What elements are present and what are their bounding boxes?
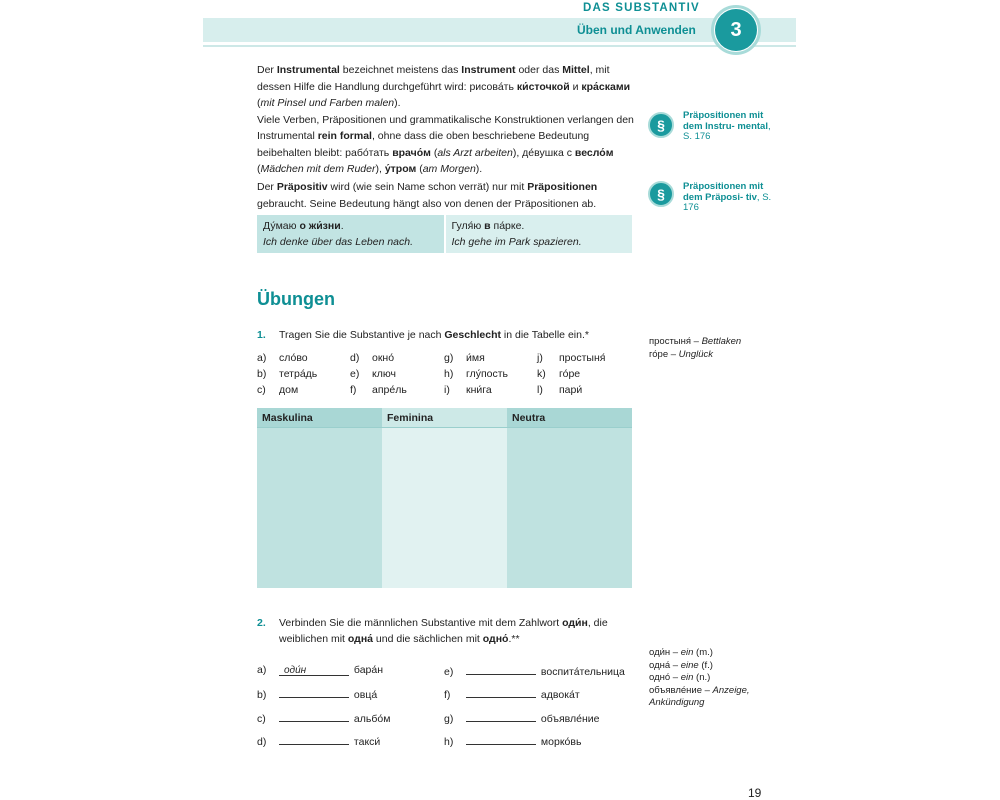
gloss-item: одна́ – eine (f.) [649, 659, 713, 671]
gloss-exercise-1 [649, 336, 741, 361]
neutra-header: Neutra [507, 408, 632, 428]
word-list-col-4 [537, 350, 605, 398]
answer-blank[interactable]: оди́н [279, 664, 349, 676]
answer-blank[interactable] [466, 663, 536, 675]
side-note-instrumental[interactable]: Präpositionen mit dem Instru- mental, S. 176 [683, 110, 771, 142]
fill-item: a) оди́н бара́н [257, 664, 384, 676]
paragraph-instrumental: Der Instrumental bezeichnet meistens das Instrument oder das Mittel, mit dessen Hilfe die Handlung durchgeführt wird: рисова́ть ки́сточкой и кра́сками (mit Pinsel und Farben malen). Viele Verben, Präpositionen und grammatikalische Konstruktionen verlangen den Instrumental rein formal, ohne dass die oben beschriebene Bedeutung beibehalten bleibt: рабо́тать врачо́м (als Arzt arbeiten), де́вушка с весло́м (Mädchen mit dem Ruder), у́тром (am Morgen). [257, 64, 634, 175]
list-item: l) пари́ [537, 384, 583, 396]
gloss-exercise-2 [649, 647, 764, 710]
list-item: f) апре́ль [350, 384, 407, 396]
section-title: DAS SUBSTANTIV [583, 2, 700, 14]
exercises-heading: Übungen [257, 289, 335, 309]
answer-blank[interactable] [466, 733, 536, 745]
chapter-badge: 3 [715, 9, 757, 51]
list-item: b) тетра́дь [257, 368, 318, 380]
gloss-item: оди́н – ein (m.) [649, 647, 713, 658]
paragraph-praepositiv: Der Präpositiv wird (wie sein Name schon verrät) nur mit Präpositionen gebraucht. Seine Bedeutung hängt also von denen der Präpositionen ab. [257, 181, 598, 210]
example-table [257, 215, 632, 253]
fill-item: e) воспита́тельница [444, 663, 625, 679]
list-item: a) сло́во [257, 352, 308, 364]
example-cell-right: Гуля́ю в па́рке. Ich gehe im Park spazieren. [446, 215, 633, 253]
exercise-2-number: 2. [257, 617, 266, 629]
list-item: d) окно́ [350, 352, 395, 364]
gender-table [257, 408, 632, 588]
answer-blank[interactable] [466, 710, 536, 722]
fill-item: d) такси́ [257, 733, 380, 749]
maskulina-header: Maskulina [257, 408, 382, 428]
header-rule [203, 45, 796, 47]
feminina-header: Feminina [382, 408, 507, 428]
list-item: i) кни́га [444, 384, 492, 396]
exercise-1-number: 1. [257, 329, 266, 341]
fill-item: b) овца́ [257, 686, 377, 702]
answer-blank[interactable] [466, 686, 536, 698]
paragraph-icon: § [648, 112, 674, 138]
exercise-1-instruction: Tragen Sie die Substantive je nach Geschlecht in die Tabelle ein.* [279, 329, 589, 341]
side-note-praepositiv[interactable]: Präpositionen mit dem Präposi- tiv, S. 176 [683, 181, 772, 213]
example-cell-left: Ду́маю о жи́зни. Ich denke über das Leben nach. [257, 215, 444, 253]
list-item: e) ключ [350, 368, 396, 380]
header-band [203, 18, 796, 42]
gloss-item: го́ре – Unglück [649, 348, 713, 360]
word-list-col-1 [257, 350, 317, 398]
list-item: c) дом [257, 384, 299, 396]
list-item: g) и́мя [444, 352, 485, 364]
maskulina-column[interactable] [257, 408, 382, 588]
paragraph-icon: § [648, 181, 674, 207]
page-number: 19 [748, 786, 762, 800]
list-item: k) го́ре [537, 368, 581, 380]
word-list-col-3 [444, 350, 508, 398]
answer-blank[interactable] [279, 686, 349, 698]
gloss-item: одно́ – ein (n.) [649, 672, 711, 683]
word-list-col-2 [350, 350, 407, 398]
fill-item: f) адвока́т [444, 686, 580, 702]
exercise-2-instruction: Verbinden Sie die männlichen Substantive mit dem Zahlwort оди́н, die weiblichen mit одна́ und die sächlichen mit одно́.** [279, 617, 608, 645]
gloss-item: объявле́ние – Anzeige, Ankündigung [649, 684, 750, 708]
list-item: h) глу́пость [444, 368, 509, 380]
neutra-column[interactable] [507, 408, 632, 588]
fill-item: g) объявле́ние [444, 710, 599, 726]
feminina-column[interactable] [382, 408, 507, 588]
answer-blank[interactable] [279, 733, 349, 745]
section-subtitle: Üben und Anwenden [577, 23, 696, 37]
gloss-item: простыня́ – Bettlaken [649, 336, 742, 347]
answer-blank[interactable] [279, 710, 349, 722]
list-item: j) простыня́ [537, 352, 606, 364]
fill-item: h) морко́вь [444, 733, 581, 749]
fill-item: c) альбо́м [257, 710, 390, 726]
